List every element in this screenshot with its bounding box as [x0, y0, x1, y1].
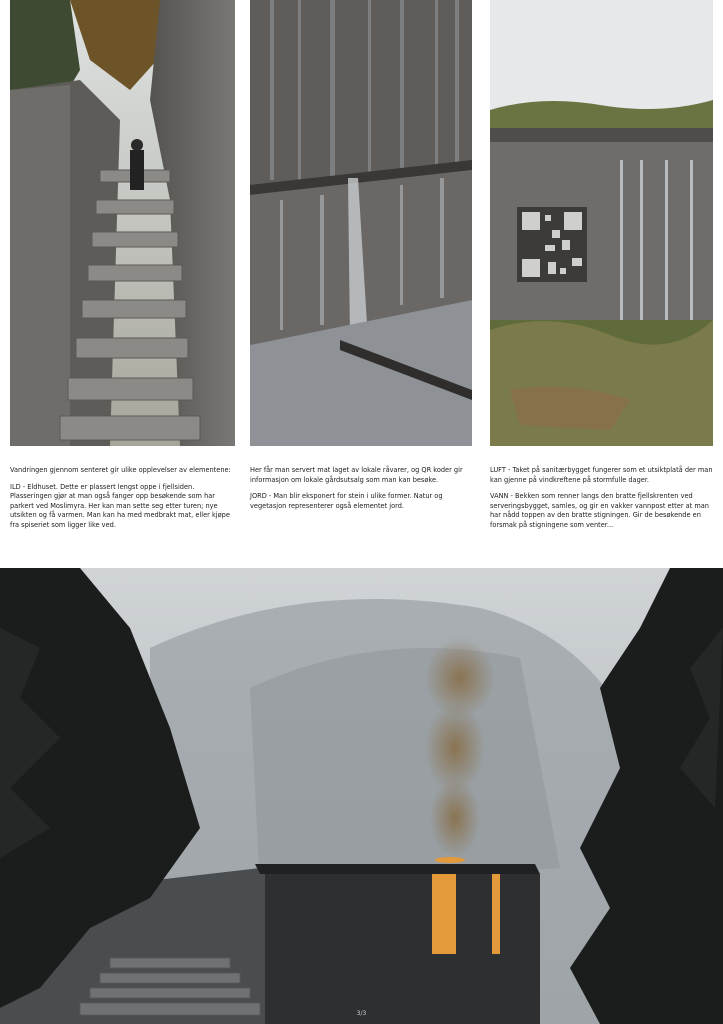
text-column-2 [250, 466, 472, 518]
cabin-hero-image [0, 568, 723, 1024]
stairway-image [10, 0, 235, 446]
column-3-intro: LUFT - Taket på sanitærbygget fungerer som et utsiktplatå der man kan gjenne på vindkreftene på stormfulle dager. [490, 466, 713, 484]
page-number: 3/3 [356, 1010, 367, 1017]
column-1-body: ILD - Eldhuset. Dette er plassert lengst oppe i fjellsiden. Plasseringen gjør at man også fanger opp besøkende som har parkert ved Moslimyra. Her kan man sette seg etter turen; nye utsikten og få varmen. Man kan ha med medbrakt mat, eller kjøpe fra spiseriet som ligger like ved. [10, 482, 230, 529]
waterfall-image [250, 0, 472, 446]
qr-wall-image [490, 0, 713, 446]
column-3-body: VANN - Bekken som renner langs den bratte fjellskrenten ved serveringsbygget, samles, og gir en vakker vannpost etter at man har nådd toppen av den bratte stigningen. Gir de besøkende en forsmak på stigningene som venter... [490, 492, 709, 529]
cabin [255, 857, 540, 1024]
text-column-3 [490, 466, 716, 538]
column-2-intro: Her får man servert mat laget av lokale råvarer, og QR koder gir informasjon om lokale gårdsutsalg som man kan besøke. [250, 466, 463, 484]
column-1-intro: Vandringen gjennom senteret gir ulike opplevelser av elementene: [10, 466, 231, 474]
column-2-body: JORD - Man blir eksponert for stein i ulike former. Natur og vegetasjon representerer også elementet jord. [250, 492, 443, 510]
qr-code-icon [517, 207, 587, 282]
text-column-1 [10, 466, 236, 538]
